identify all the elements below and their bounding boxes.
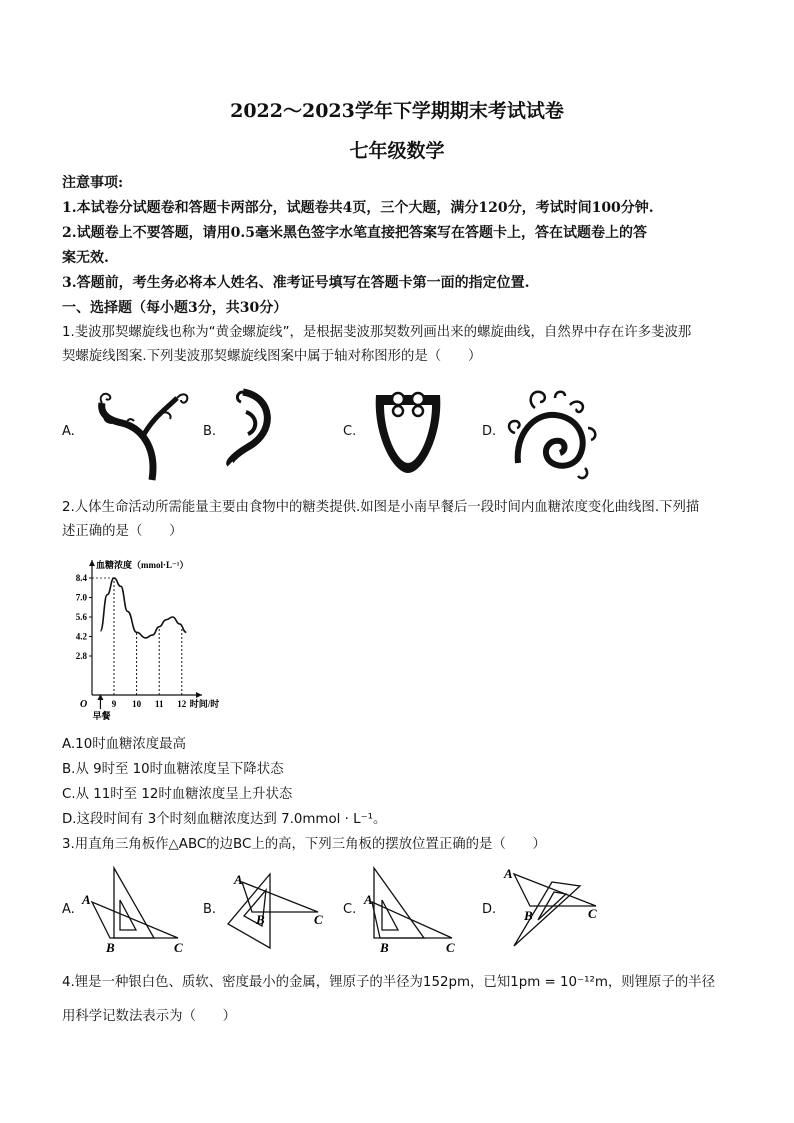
q2-text-line1: 2.人体生命活动所需能量主要由食物中的糖类提供.如图是小南早餐后一段时间内血糖浓度变化曲线图.下列描 — [62, 500, 700, 515]
exam-title: 2022～2023学年下学期期末考试试卷 — [230, 100, 564, 122]
origin-label: O — [80, 699, 88, 710]
q3-a-label-b: B — [106, 940, 115, 954]
y-tick-label: 7.0 — [75, 592, 87, 603]
q3-c-label-c: C — [446, 940, 455, 954]
y-tick-label: 5.6 — [75, 612, 87, 622]
q3-triangle-d-figure — [500, 866, 610, 956]
q1-text-line1: 1.斐波那契螺旋线也称为“黄金螺旋线”，是根据斐波那契数列画出来的螺旋曲线，自然界中存在许多斐波那 — [62, 325, 692, 340]
q1-spiral-b-figure — [218, 382, 278, 467]
x-tick-label: 10 — [132, 699, 142, 709]
blood-sugar-chart — [62, 550, 242, 720]
notice-item-3: 3.答题前，考生务必将本人姓名、准考证号填写在答题卡第一面的指定位置. — [62, 275, 530, 291]
q3-a-label-c: C — [174, 940, 183, 954]
q3-text: 3.用直角三角板作△ABC的边BC上的高，下列三角板的摆放位置正确的是（ ） — [62, 837, 546, 852]
exam-subtitle: 七年级数学 — [349, 140, 445, 162]
y-axis-label: 血糖浓度（mmol·L⁻¹） — [96, 560, 189, 570]
q3-triangle-b-figure — [222, 868, 332, 953]
q3-d-label-c: C — [588, 906, 597, 921]
q1-spiral-d-figure — [500, 383, 600, 483]
q4-text-line2: 用科学记数法表示为（ ） — [62, 1009, 237, 1024]
notice-item-2-cont: 案无效. — [62, 250, 109, 266]
q1-option-b[interactable]: B. — [203, 424, 217, 439]
q3-d-label-a: A — [504, 866, 513, 881]
x-tick-label: 12 — [177, 699, 187, 709]
y-tick-label: 4.2 — [75, 631, 87, 642]
y-tick-label: 8.4 — [75, 573, 87, 583]
q2-text-line2: 述正确的是（ ） — [62, 524, 183, 539]
x-tick-label: 9 — [111, 699, 117, 709]
y-tick-label: 2.8 — [75, 651, 87, 661]
q3-c-label-b: B — [380, 940, 389, 954]
notice-item-2: 2.试题卷上不要答题，请用0.5毫米黑色签字水笔直接把答案写在答题卡上，答在试题卷上的答 — [62, 225, 647, 241]
q3-d-label-b: B — [524, 908, 533, 923]
q3-triangle-a-figure — [80, 862, 195, 954]
x-tick-label: 11 — [154, 699, 164, 709]
q1-spiral-a-figure — [82, 378, 192, 483]
q2-option-a[interactable]: A.10时血糖浓度最高 — [62, 737, 186, 752]
q2-option-b[interactable]: B.从 9时至 10时血糖浓度呈下降状态 — [62, 762, 284, 777]
q3-option-d[interactable]: D. — [482, 902, 497, 917]
q1-text-line2: 契螺旋线图案.下列斐波那契螺旋线图案中属于轴对称图形的是（ ） — [62, 349, 482, 364]
q3-b-label-c: C — [314, 912, 323, 927]
q3-option-c[interactable]: C. — [343, 902, 357, 917]
q2-option-c[interactable]: C.从 11时至 12时血糖浓度呈上升状态 — [62, 787, 293, 802]
notice-item-1: 1.本试卷分试题卷和答题卡两部分，试题卷共4页，三个大题，满分120分，考试时间100分钟. — [62, 200, 654, 216]
notice-heading: 注意事项: — [62, 175, 124, 191]
breakfast-label: 早餐 — [92, 711, 111, 720]
q1-spiral-c-figure — [368, 385, 448, 477]
x-axis-label: 时间/时 — [189, 699, 220, 709]
y-axis-arrow — [89, 560, 95, 566]
q1-option-a[interactable]: A. — [62, 424, 75, 439]
q3-triangle-c-figure — [360, 862, 465, 954]
q4-text-line1: 4.锂是一种银白色、质软、密度最小的金属，锂原子的半径为152pm，已知1pm = 10⁻¹²m，则锂原子的半径 — [62, 975, 716, 990]
q3-c-label-a: A — [364, 892, 373, 907]
blood-sugar-curve — [100, 578, 186, 638]
x-axis-arrow — [196, 692, 202, 698]
q3-option-b[interactable]: B. — [203, 902, 217, 917]
q2-option-d[interactable]: D.这段时间有 3个时刻血糖浓度达到 7.0mmol · L⁻¹。 — [62, 812, 387, 827]
q3-b-label-b: B — [256, 912, 265, 927]
q3-a-label-a: A — [82, 892, 91, 907]
q3-b-label-a: A — [234, 872, 243, 887]
q1-option-c[interactable]: C. — [343, 424, 357, 439]
section-heading: 一、选择题（每小题3分，共30分） — [62, 300, 288, 316]
q3-option-a[interactable]: A. — [62, 902, 75, 917]
q1-option-d[interactable]: D. — [482, 424, 497, 439]
